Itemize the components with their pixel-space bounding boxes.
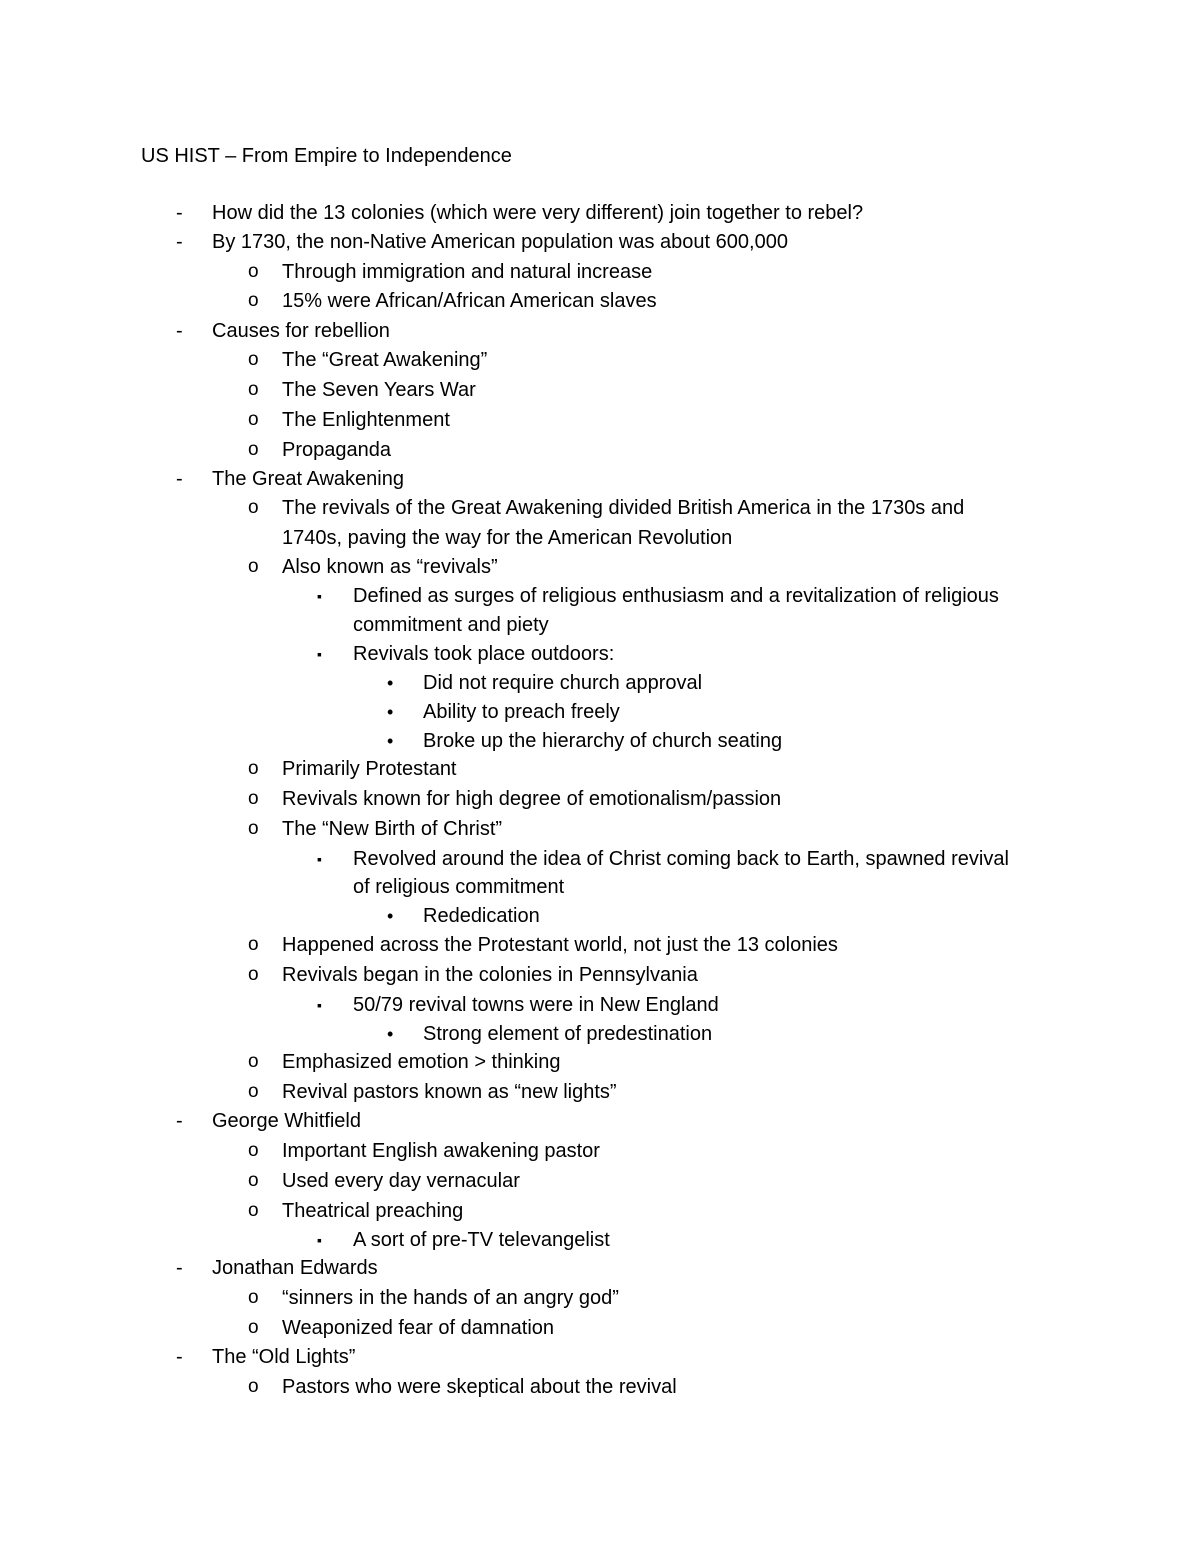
dash-bullet-icon: - — [176, 202, 183, 224]
list-item-text: The “Great Awakening” — [282, 349, 488, 371]
list-item-text: Revolved around the idea of Christ coming back to Earth, spawned revival — [353, 848, 1009, 870]
square-bullet-icon: ▪ — [317, 997, 322, 1013]
circle-bullet-icon: o — [248, 439, 259, 460]
list-item-text: The Seven Years War — [282, 379, 476, 401]
circle-bullet-icon: o — [248, 788, 259, 809]
list-item-text: Causes for rebellion — [212, 320, 390, 342]
list-item-text: Broke up the hierarchy of church seating — [423, 730, 783, 752]
document-title: US HIST – From Empire to Independence — [141, 145, 512, 167]
list-item-text: The Great Awakening — [212, 468, 404, 490]
list-item-text: Primarily Protestant — [282, 758, 457, 780]
square-bullet-icon: ▪ — [317, 1232, 322, 1248]
dot-bullet-icon: • — [387, 731, 394, 751]
circle-bullet-icon: o — [248, 1317, 259, 1338]
dash-bullet-icon: - — [176, 1346, 183, 1368]
list-item-text: Propaganda — [282, 439, 391, 461]
dot-bullet-icon: • — [387, 673, 394, 693]
circle-bullet-icon: o — [248, 497, 259, 518]
circle-bullet-icon: o — [248, 556, 259, 577]
square-bullet-icon: ▪ — [317, 851, 322, 867]
list-item-text: Also known as “revivals” — [282, 556, 498, 578]
circle-bullet-icon: o — [248, 1081, 259, 1102]
circle-bullet-icon: o — [248, 290, 259, 311]
list-item-text: The “New Birth of Christ” — [282, 818, 503, 840]
list-item-text: The “Old Lights” — [212, 1346, 356, 1368]
list-item-text: The revivals of the Great Awakening divided British America in the 1730s and — [282, 497, 965, 519]
list-item-text: How did the 13 colonies (which were very different) join together to rebel? — [212, 202, 864, 224]
circle-bullet-icon: o — [248, 934, 259, 955]
dash-bullet-icon: - — [176, 231, 183, 253]
circle-bullet-icon: o — [248, 349, 259, 370]
circle-bullet-icon: o — [248, 1140, 259, 1161]
dot-bullet-icon: • — [387, 906, 394, 926]
circle-bullet-icon: o — [248, 1051, 259, 1072]
list-item-text: 15% were African/African American slaves — [282, 290, 657, 312]
list-item-text: Theatrical preaching — [282, 1200, 464, 1222]
circle-bullet-icon: o — [248, 1170, 259, 1191]
list-item-text: Ability to preach freely — [423, 701, 620, 723]
list-item-text: Strong element of predestination — [423, 1023, 713, 1045]
circle-bullet-icon: o — [248, 1200, 259, 1221]
circle-bullet-icon: o — [248, 818, 259, 839]
list-item-text: The Enlightenment — [282, 409, 450, 431]
list-item-text: of religious commitment — [353, 876, 565, 898]
list-item-text: 50/79 revival towns were in New England — [353, 994, 719, 1016]
square-bullet-icon: ▪ — [317, 588, 322, 604]
list-item-text: George Whitfield — [212, 1110, 361, 1132]
circle-bullet-icon: o — [248, 379, 259, 400]
list-item-text: Did not require church approval — [423, 672, 703, 694]
list-item-text: Important English awakening pastor — [282, 1140, 600, 1162]
circle-bullet-icon: o — [248, 758, 259, 779]
dash-bullet-icon: - — [176, 320, 183, 342]
list-item-text: Weaponized fear of damnation — [282, 1317, 555, 1339]
list-item-text: Used every day vernacular — [282, 1170, 520, 1192]
circle-bullet-icon: o — [248, 261, 259, 282]
list-item-text: Revivals known for high degree of emotionalism/passion — [282, 788, 782, 810]
list-item-text: Through immigration and natural increase — [282, 261, 653, 283]
dash-bullet-icon: - — [176, 468, 183, 490]
circle-bullet-icon: o — [248, 1376, 259, 1397]
list-item-text: Jonathan Edwards — [212, 1257, 378, 1279]
circle-bullet-icon: o — [248, 1287, 259, 1308]
list-item-text: commitment and piety — [353, 614, 549, 636]
list-item-text: Happened across the Protestant world, not just the 13 colonies — [282, 934, 838, 956]
list-item-text: 1740s, paving the way for the American Revolution — [282, 527, 733, 549]
circle-bullet-icon: o — [248, 964, 259, 985]
list-item-text: “sinners in the hands of an angry god” — [282, 1287, 619, 1309]
circle-bullet-icon: o — [248, 409, 259, 430]
dash-bullet-icon: - — [176, 1257, 183, 1279]
list-item-text: Revivals began in the colonies in Pennsylvania — [282, 964, 698, 986]
list-item-text: By 1730, the non-Native American population was about 600,000 — [212, 231, 788, 253]
list-item-text: A sort of pre-TV televangelist — [353, 1229, 610, 1251]
dot-bullet-icon: • — [387, 1024, 394, 1044]
list-item-text: Revivals took place outdoors: — [353, 643, 615, 665]
list-item-text: Emphasized emotion > thinking — [282, 1051, 561, 1073]
list-item-text: Revival pastors known as “new lights” — [282, 1081, 617, 1103]
dash-bullet-icon: - — [176, 1110, 183, 1132]
list-item-text: Pastors who were skeptical about the revival — [282, 1376, 677, 1398]
dot-bullet-icon: • — [387, 702, 394, 722]
square-bullet-icon: ▪ — [317, 646, 322, 662]
list-item-text: Rededication — [423, 905, 540, 927]
list-item-text: Defined as surges of religious enthusiasm and a revitalization of religious — [353, 585, 999, 607]
